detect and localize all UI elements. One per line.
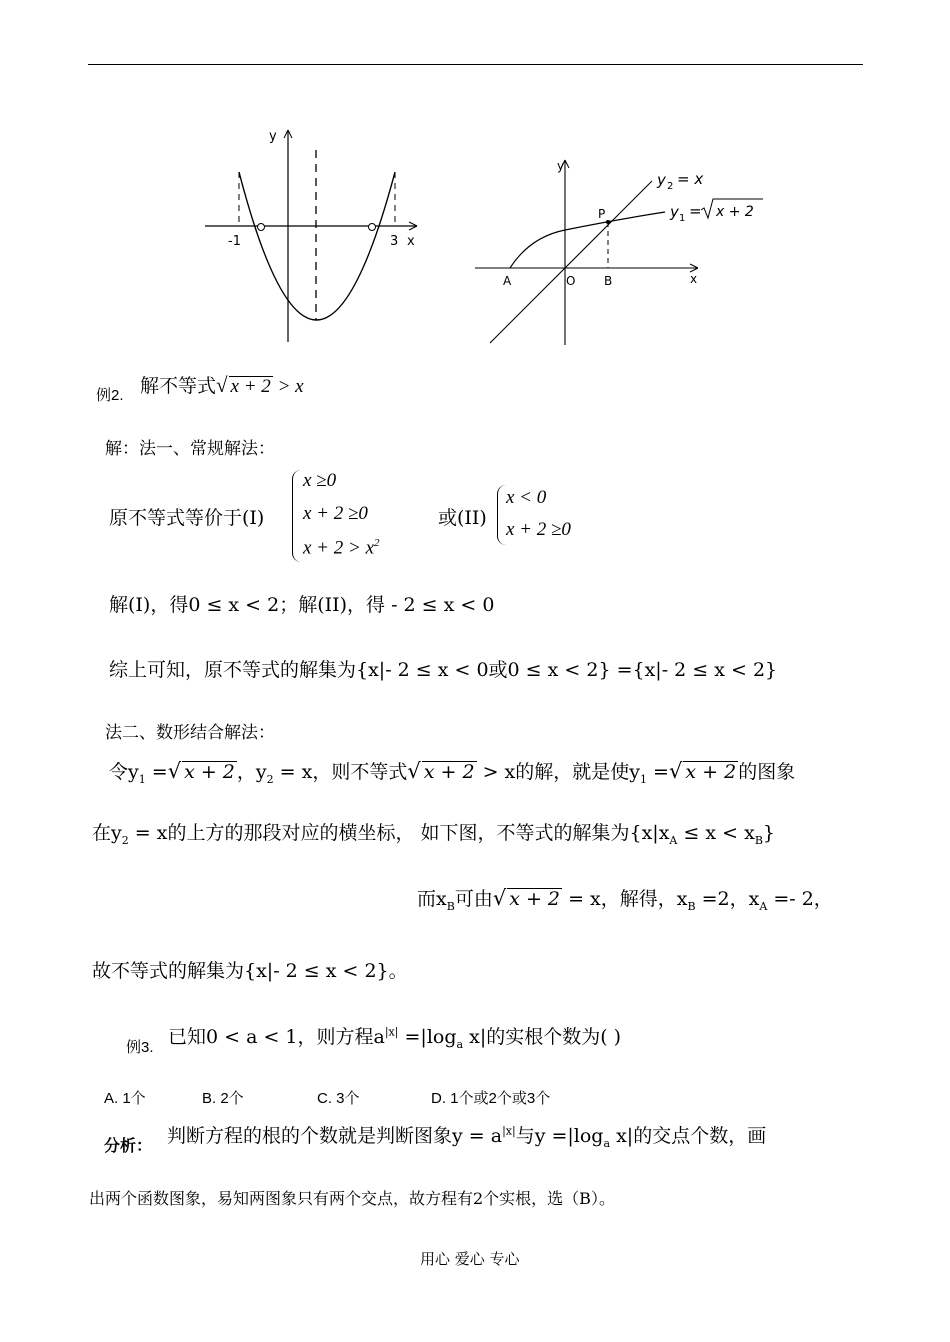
fig1-root-left: [258, 224, 265, 231]
conclusion-line: 综上可知，原不等式的解集为{x|- 2 ≤ x < 0或0 ≤ x < 2} ={x|- 2 ≤ x < 2}: [109, 659, 778, 681]
option-a: A. 1个: [104, 1090, 146, 1107]
example-2-label: 例2.: [96, 387, 124, 404]
fig1-root-right: [369, 224, 376, 231]
option-c: C. 3个: [317, 1090, 360, 1107]
or-text: 或(II): [438, 507, 487, 529]
method-2-heading: 法二、数形结合解法：: [105, 723, 275, 743]
m2-line-1: 令$y_1$ =√ x + 2 ，$y_2 = x$，则不等式√ x + 2 > x的解，就是使$y_1$ =√ x + 2 的图象: [109, 759, 796, 786]
fig2-y1-sub: 1: [679, 213, 686, 224]
analysis-label: 分析：: [104, 1138, 153, 1155]
option-b: B. 2个: [202, 1090, 244, 1107]
fig2-y2-rhs: = x: [677, 170, 704, 188]
fig1-y-label: y: [269, 129, 277, 144]
sys2-line-1: x < 0: [506, 487, 547, 508]
figure-parabola: [195, 120, 425, 348]
ex2-radicand: x + 2: [230, 376, 271, 397]
m2-line-3: 而$x_B$可由√ x + 2 = x，解得，$x_B =2$，$x_A =- 2$，: [417, 886, 833, 913]
fig2-y1-rad: x + 2: [716, 204, 754, 220]
m2-line-2: 在$y_2 = x$的上方的那段对应的横坐标， 如下图，不等式的解集为$\{x|x_A \le x < x_B\}$: [92, 822, 775, 847]
fig1-tick-left: -1: [228, 234, 241, 249]
fig2-label-B: B: [604, 274, 613, 288]
option-d: D. 1个或2个或3个: [431, 1090, 551, 1107]
fig2-y2-name: y: [657, 171, 666, 189]
sys1-line-1: x ≥0: [303, 470, 337, 491]
ex2-text: 解不等式: [140, 376, 217, 397]
ex2-rhs: > x: [277, 376, 304, 397]
fig2-y1-eq: =: [689, 202, 702, 220]
fig1-parabola-curve: [239, 172, 395, 320]
fig1-x-label: x: [407, 234, 415, 249]
fig2-label-O: O: [566, 274, 576, 288]
fig2-point-P: [606, 220, 610, 224]
example-3-label: 例3.: [126, 1039, 154, 1056]
fig2-label-A: A: [503, 274, 512, 288]
footer-text: 用心 爱心 专心: [420, 1250, 520, 1268]
header-rule: [88, 64, 863, 65]
solve-line: 解(I)，得0 ≤ x < 2；解(II)，得 - 2 ≤ x < 0: [109, 594, 495, 616]
fig2-label-P: P: [598, 207, 606, 221]
fig2-x-label: x: [690, 272, 698, 286]
sys1-line-3: $x + 2 > x^2$: [303, 537, 380, 559]
fig2-y2-sub: 2: [667, 181, 674, 192]
fig1-tick-right: 3: [390, 234, 399, 249]
system-1-brace: [292, 470, 301, 562]
fig2-y-label: y: [557, 159, 565, 173]
fig2-y1-name: y: [670, 203, 679, 221]
example-3-statement: 已知0 < a < 1，则方程$a^{|x|} =|\log_a$ x|的实根个数为( ): [168, 1025, 622, 1051]
equiv-text: 原不等式等价于(I): [109, 507, 265, 529]
figure-sqrt-vs-line: [470, 155, 775, 350]
sys2-line-2: x + 2 ≥0: [506, 519, 571, 540]
system-2-brace: [497, 485, 506, 545]
m2-line-4: 故不等式的解集为{x|- 2 ≤ x < 2}。: [92, 960, 408, 982]
sys1-sup: 2: [374, 537, 380, 549]
fig2-curve-y1: [510, 212, 665, 268]
sys1-line-2: x + 2 ≥0: [303, 503, 368, 524]
example-2-statement: 解不等式√ x + 2 > x: [140, 373, 304, 397]
method-1-heading: 解：法一、常规解法：: [105, 439, 275, 459]
analysis-line-1: 判断方程的根的个数就是判断图象$y = a^{|x|}$与$y =|\log_a$ x|的交点个数，画: [167, 1124, 767, 1150]
analysis-line-2: 出两个函数图象，易知两图象只有两个交点，故方程有2个实根，选（B）。: [89, 1189, 615, 1208]
